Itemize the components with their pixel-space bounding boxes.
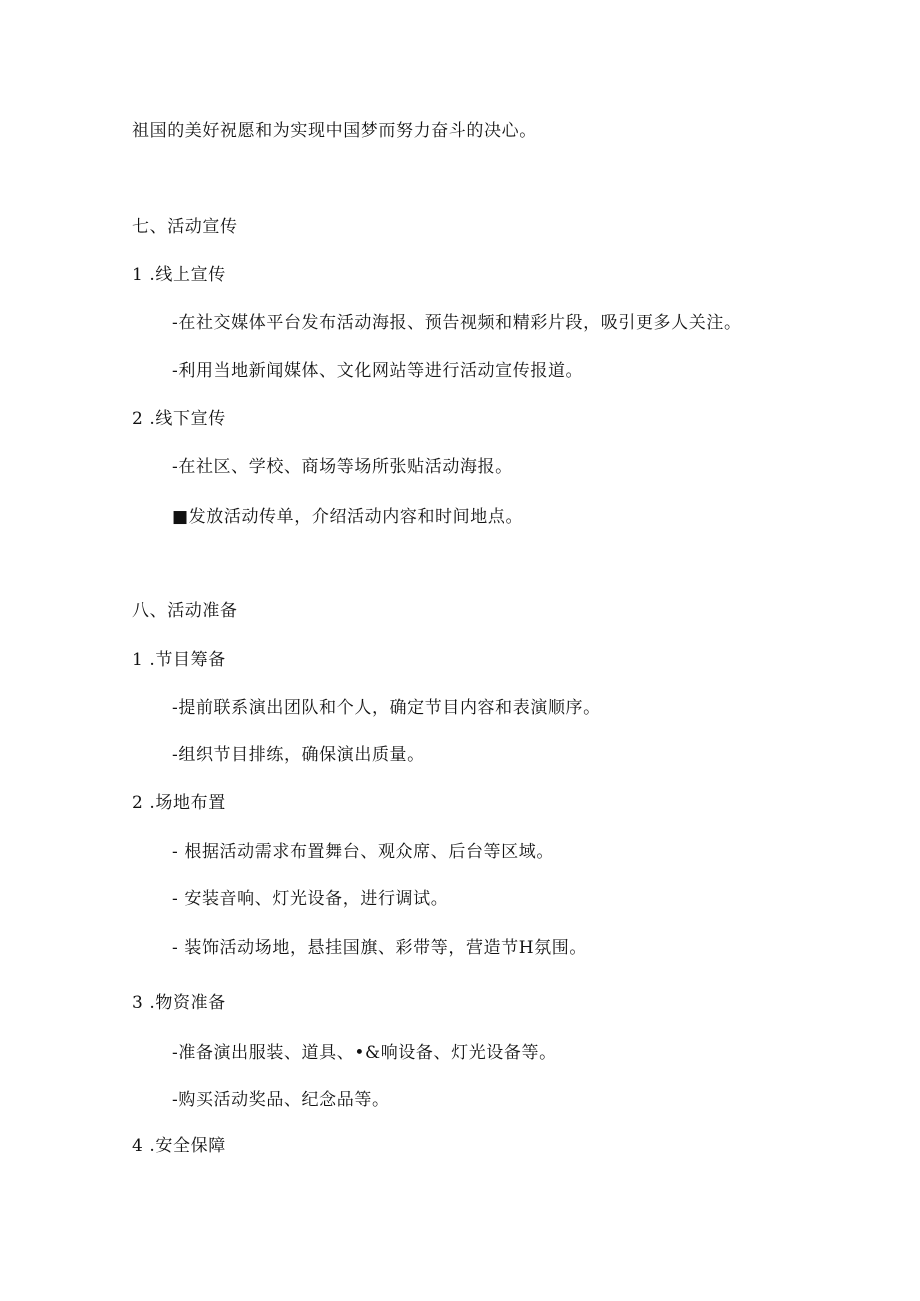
list-item: -在社交媒体平台发布活动海报、预告视频和精彩片段，吸引更多人关注。 (172, 313, 742, 333)
list-item: - 安装音响、灯光设备，进行调试。 (172, 889, 449, 909)
subheading-program-preparation: 1 .节目筹备 (132, 650, 226, 670)
list-item: - 装饰活动场地，悬挂国旗、彩带等，营造节H氛围。 (172, 938, 587, 958)
list-item: -购买活动奖品、纪念品等。 (172, 1090, 390, 1110)
subheading-offline-publicity: 2 .线下宣传 (132, 409, 226, 429)
list-item: ■发放活动传单，介绍活动内容和时间地点。 (172, 507, 524, 527)
list-item: -在社区、学校、商场等场所张贴活动海报。 (172, 457, 513, 477)
list-item: - 根据活动需求布置舞台、观众席、后台等区域。 (172, 842, 554, 862)
list-item: -提前联系演出团队和个人，确定节目内容和表演顺序。 (172, 698, 601, 718)
subheading-online-publicity: 1 .线上宣传 (132, 265, 226, 285)
subheading-venue-setup: 2 .场地布置 (132, 793, 226, 813)
list-item: -组织节目排练，确保演出质量。 (172, 745, 425, 765)
list-item: -利用当地新闻媒体、文化网站等进行活动宣传报道。 (172, 361, 584, 381)
paragraph-continuation: 祖国的美好祝愿和为实现中国梦而努力奋斗的决心。 (132, 121, 537, 141)
list-item: -准备演出服装、道具、•&响设备、灯光设备等。 (172, 1043, 557, 1063)
subheading-materials-preparation: 3 .物资准备 (132, 993, 226, 1013)
subheading-safety-assurance: 4 .安全保障 (132, 1136, 226, 1156)
section-heading-publicity: 七、活动宣传 (132, 217, 238, 237)
section-heading-preparation: 八、活动准备 (132, 601, 238, 621)
